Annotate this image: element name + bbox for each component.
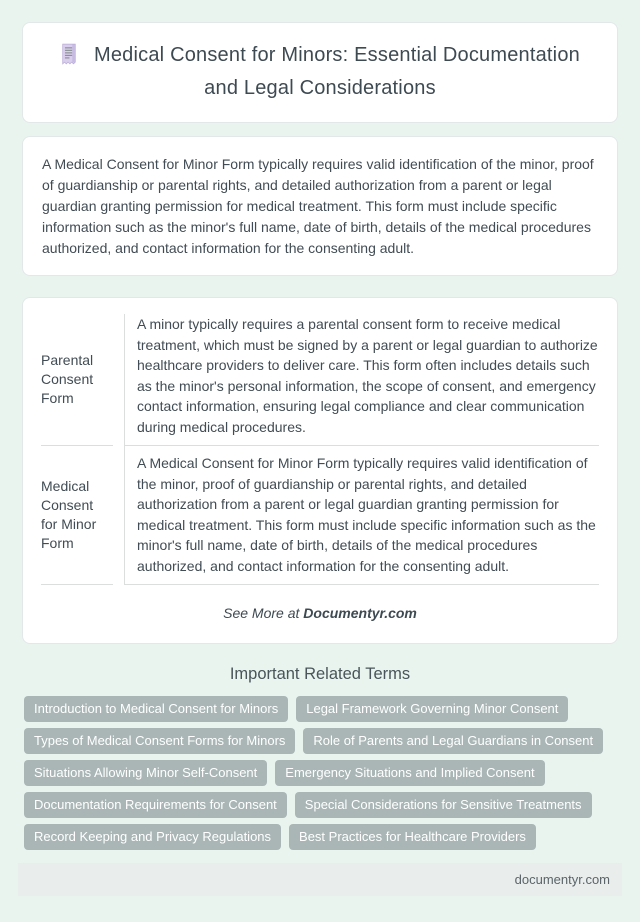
related-term-tag[interactable]: Legal Framework Governing Minor Consent <box>296 696 568 722</box>
definitions-table <box>41 314 599 585</box>
related-term-tag[interactable]: Types of Medical Consent Forms for Minors <box>24 728 295 754</box>
summary-paragraph: A Medical Consent for Minor Form typically requires valid identification of the minor, proof of guardianship or parental rights, and detailed authorization from a parent or legal guardian granting permission for medical treatment. This form must include specific information such as the minor's full name, date of birth, details of the medical procedures authorized, and contact information for the consenting adult. <box>42 156 594 256</box>
related-term-tag[interactable]: Emergency Situations and Implied Consent <box>275 760 544 786</box>
receipt-icon <box>60 43 78 74</box>
table-row <box>41 314 599 446</box>
definition-term: Parental Consent Form <box>41 314 113 446</box>
definition-description: A Medical Consent for Minor Form typically requires valid identification of the minor, proof of guardianship or parental rights, and detailed authorization from a parent or legal guardian granting permission for medical treatment. This form must include specific information such as the minor's full name, date of birth, details of the medical procedures authorized, and contact information for the consenting adult. <box>124 446 599 585</box>
footer-site-link[interactable]: documentyr.com <box>514 872 610 887</box>
related-term-tag[interactable]: Role of Parents and Legal Guardians in Consent <box>303 728 603 754</box>
see-more-line <box>41 605 599 621</box>
related-term-tag[interactable]: Documentation Requirements for Consent <box>24 792 287 818</box>
related-term-tag[interactable]: Introduction to Medical Consent for Minors <box>24 696 288 722</box>
definition-term: Medical Consent for Minor Form <box>41 446 113 585</box>
related-terms-heading: Important Related Terms <box>229 665 411 683</box>
page-title <box>49 41 591 103</box>
summary-card <box>22 136 618 276</box>
definition-description: A minor typically requires a parental consent form to receive medical treatment, which must be signed by a parent or legal guardian to authorize healthcare providers to deliver care. This form often includes details such as the minor's personal information, the scope of consent, and emergency contact information, ensuring legal compliance and clear communication during medical procedures. <box>124 314 599 446</box>
table-row <box>41 446 599 585</box>
related-term-tag[interactable]: Situations Allowing Minor Self-Consent <box>24 760 267 786</box>
header-card <box>22 22 618 123</box>
page-title-text: Medical Consent for Minors: Essential Documentation and Legal Considerations <box>94 44 580 99</box>
related-term-tag[interactable]: Record Keeping and Privacy Regulations <box>24 824 281 850</box>
related-term-tag[interactable]: Special Considerations for Sensitive Treatments <box>295 792 592 818</box>
footer-bar <box>18 863 622 896</box>
see-more-brand-link[interactable]: Documentyr.com <box>303 605 417 621</box>
related-terms-list <box>24 696 616 850</box>
see-more-prefix: See More at <box>223 605 304 621</box>
related-term-tag[interactable]: Best Practices for Healthcare Providers <box>289 824 536 850</box>
definitions-card <box>22 297 618 644</box>
